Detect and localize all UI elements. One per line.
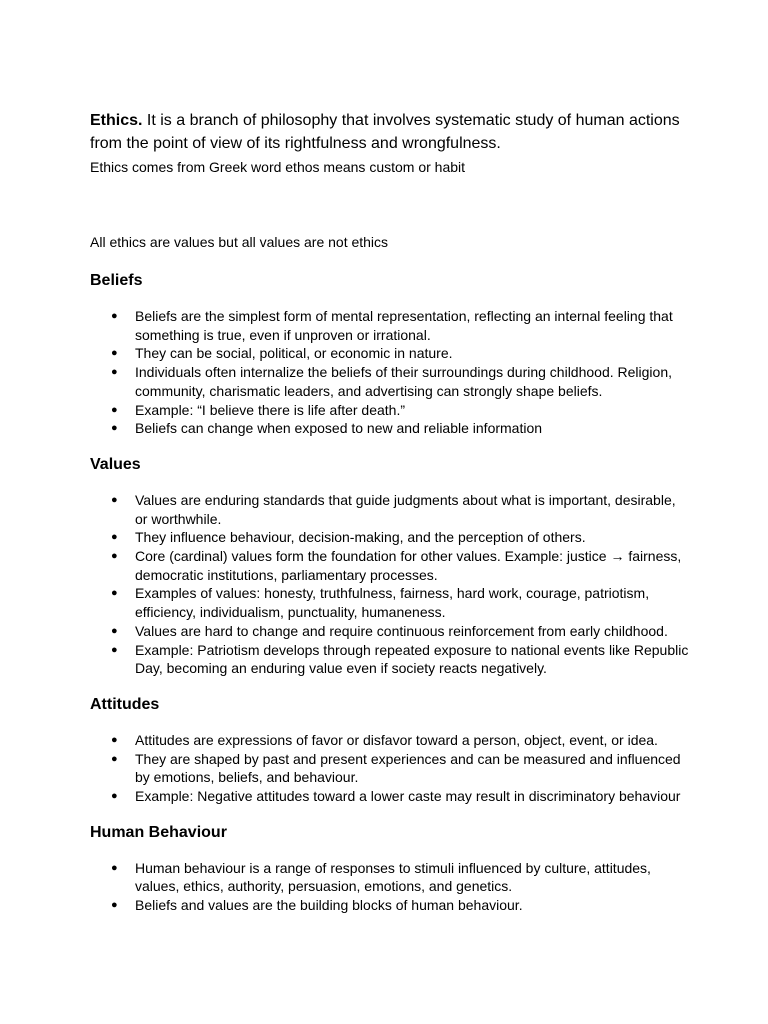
bullet-list-beliefs [90, 307, 690, 438]
bullet-icon: ● [111, 550, 118, 563]
section-attitudes [90, 695, 690, 806]
list-item [90, 731, 690, 750]
section-heading-values: Values [90, 455, 141, 473]
list-item-text: Values are hard to change and require continuous reinforcement from early childhood. [135, 622, 668, 639]
list-item-text: Beliefs and values are the building blocks of human behaviour. [135, 897, 523, 914]
bullet-list-human-behaviour [90, 859, 690, 915]
bullet-icon: ● [111, 310, 118, 322]
bullet-icon: ● [111, 587, 118, 600]
list-item-text: Beliefs are the simplest form of mental representation, reflecting an internal feeling that something is true, even if unproven or irrational. [135, 308, 673, 343]
list-item [90, 622, 690, 641]
list-item-text: Example: “I believe there is life after death.” [135, 401, 406, 418]
list-item-text: They influence behaviour, decision-making, and the perception of others. [135, 529, 586, 546]
list-item-text: Values are enduring standards that guide judgments about what is important, desirable, or worthwhile. [135, 491, 676, 527]
bullet-icon: ● [111, 790, 118, 803]
list-item [90, 401, 690, 420]
bullet-icon: ● [111, 403, 118, 416]
list-item [90, 344, 690, 363]
list-item [90, 584, 690, 621]
list-item [90, 641, 690, 678]
list-item-text: Example: Patriotism develops through repeated exposure to national events like Republic Day, becoming an enduring value even if society reacts negatively. [135, 641, 689, 677]
bullet-icon: ● [111, 624, 118, 637]
list-item [90, 363, 690, 400]
list-item-text: Example: Negative attitudes toward a lower caste may result in discriminatory behaviour [135, 788, 681, 805]
list-item-text: Examples of values: honesty, truthfulness, fairness, hard work, courage, patriotism, efficiency, individualism, punctuality, humaneness. [135, 585, 650, 621]
document-page [90, 109, 690, 915]
bullet-icon: ● [111, 366, 118, 379]
section-values [90, 455, 690, 678]
list-item-text: Core (cardinal) values form the foundation for other values. Example: justice → fairness, democratic institutions, parliamentary processes. [135, 548, 682, 583]
bullet-list-attitudes [90, 731, 690, 806]
bullet-icon: ● [111, 422, 118, 435]
list-item-text: Human behaviour is a range of responses to stimuli influenced by culture, attitudes, values, ethics, authority, persuasion, emotions, and genetics. [135, 859, 651, 895]
bullet-icon: ● [111, 861, 118, 874]
list-item-text: Beliefs can change when exposed to new and reliable information [135, 420, 543, 437]
ethics-term: Ethics. [90, 112, 143, 129]
list-item-text: Individuals often internalize the beliefs of their surroundings during childhood. Religion, community, charismatic leaders, and advertising can strongly shape beliefs. [135, 364, 672, 399]
bullet-icon: ● [111, 531, 118, 544]
ethics-origin-note: Ethics comes from Greek word ethos means custom or habit [90, 159, 466, 175]
section-heading-human-behaviour: Human Behaviour [90, 823, 227, 841]
bullet-icon: ● [111, 643, 118, 656]
list-item [90, 896, 690, 915]
bullet-icon: ● [111, 733, 118, 746]
section-human-behaviour [90, 823, 690, 915]
ethics-definition [90, 109, 690, 155]
list-item-text: Attitudes are expressions of favor or disfavor toward a person, object, event, or idea. [135, 731, 658, 748]
list-item [90, 307, 690, 344]
ethics-definition-text: It is a branch of philosophy that involves systematic study of human actions from the point of view of its rightfulness and wrongfulness. [90, 112, 680, 152]
bullet-icon: ● [111, 899, 118, 912]
bullet-icon: ● [111, 752, 118, 765]
section-beliefs [90, 271, 690, 438]
bullet-list-values [90, 491, 690, 678]
list-item [90, 547, 690, 584]
section-heading-attitudes: Attitudes [90, 695, 160, 713]
ethics-values-note: All ethics are values but all values are not ethics [90, 234, 389, 250]
list-item [90, 491, 690, 528]
list-item-text: They are shaped by past and present experiences and can be measured and influenced by emotions, beliefs, and behaviour. [135, 750, 681, 786]
list-item [90, 787, 690, 806]
list-item [90, 528, 690, 547]
bullet-icon: ● [111, 347, 118, 360]
section-heading-beliefs: Beliefs [90, 272, 143, 289]
list-item [90, 750, 690, 787]
list-item [90, 859, 690, 896]
bullet-icon: ● [111, 493, 118, 506]
list-item [90, 419, 690, 438]
list-item-text: They can be social, political, or economic in nature. [135, 345, 453, 362]
